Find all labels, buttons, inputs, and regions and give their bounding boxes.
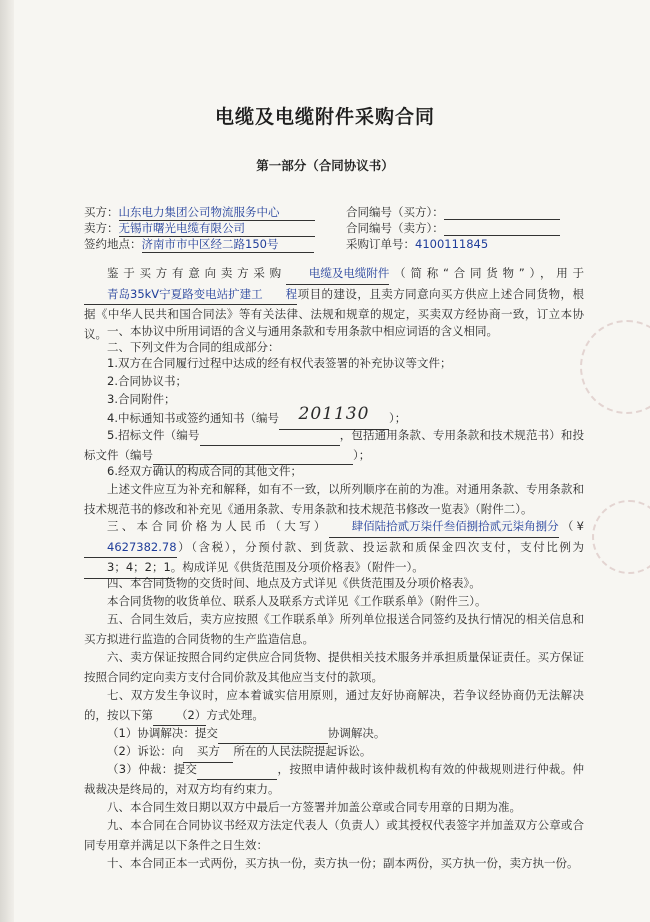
para-9: 上述文件应互为补充和解释，如有不一致，以所列顺序在前的为准。对通用条款、专用条款和技术规范书的修改和补充见《通用条款、专用条款和技术规范书修改一览表》（附件二）。 bbox=[84, 482, 584, 516]
dispute-choice: （2） bbox=[153, 706, 206, 727]
document-title: 电缆及电缆附件采购合同 bbox=[214, 106, 435, 128]
dispute-text-a: 七、双方发生争议时，应本着诚实信用原则，通过友好协商解决，若争议经协商仍无法解决的，按以下第 bbox=[84, 688, 584, 722]
binder-edge bbox=[0, 0, 14, 922]
litigation-party: 买方 bbox=[196, 744, 220, 758]
para-dispute bbox=[84, 686, 584, 726]
para-7-text-a: 5.招标文件（编号 bbox=[107, 428, 200, 442]
tender-number-blank bbox=[200, 433, 340, 446]
arbitration-blank bbox=[197, 767, 277, 780]
faded-seal bbox=[580, 320, 650, 414]
para-8: 6.经双方确认的构成合同的其他文件； bbox=[107, 464, 302, 478]
para-6-text-a: 4.中标通知书或签约通知书（编号 bbox=[107, 411, 279, 425]
contract-no-buyer-label: 合同编号（买方）： bbox=[346, 205, 444, 219]
litigation-text-a: （2）诉讼：向 bbox=[107, 744, 184, 758]
price-text-a: 三、本合同价格为人民币（大写） bbox=[107, 519, 329, 533]
para-effective-date: 八、本合同生效日期以双方中最后一方签署并加盖公章或合同专用章的日期为准。 bbox=[107, 800, 521, 814]
seller-row bbox=[84, 220, 315, 237]
arbitration-text-b: ，按照申请仲裁时该仲裁机构有效的仲裁规则进行仲裁。仲裁裁决是终局的，对双方均有约束力。 bbox=[84, 762, 584, 796]
litigation-text-b: 所在的人民法院提起诉讼。 bbox=[233, 744, 372, 758]
para-2: 二、下列文件为合同的组成部分： bbox=[107, 340, 280, 354]
para-effective-conditions: 九、本合同在合同协议书经双方法定代表人（负责人）或其授权代表签字并加盖双方公章或合同专用章并满足以下条件之日生效： bbox=[84, 818, 584, 852]
place-value: 济南市市中区经二路150号 bbox=[142, 236, 314, 253]
place-label: 签约地点： bbox=[84, 237, 142, 251]
para-3: 1.双方在合同履行过程中达成的经有权代表签署的补充协议等文件； bbox=[107, 356, 452, 370]
price-text-d: 。构成详见《供货范围及分项价格表》（附件一）。 bbox=[170, 560, 424, 574]
para-7-text-c: ）； bbox=[353, 447, 371, 462]
para-info: 五、合同生效后，卖方应按照《工作联系单》所列单位报送合同签约及执行情况的相关信息和买方拟进行监造的合同货物的生产监造信息。 bbox=[84, 612, 584, 646]
recital-text-c: 项目的建设，且卖方同意向买方供应上述合同货物，根据《中华人民共和国合同法》等有关法律、法规和规章的规定，买卖双方经协商一致，订立本协议。 bbox=[84, 286, 584, 341]
buyer-label: 买方： bbox=[84, 205, 119, 219]
contract-no-buyer-row bbox=[346, 204, 560, 220]
mediation-text-a: （1）协调解决：提交 bbox=[107, 726, 218, 740]
handwritten-notice-number: 201130 bbox=[298, 404, 370, 424]
para-arbitration bbox=[84, 760, 584, 799]
seller-value: 无锡市曙光电缆有限公司 bbox=[119, 220, 315, 237]
po-row bbox=[346, 236, 488, 252]
recital-text-a: 鉴于买方有意向卖方采购 bbox=[107, 266, 286, 280]
recital-project: 青岛35kV宁夏路变电站扩建工 bbox=[84, 285, 263, 306]
recital-project-cont: 程 bbox=[263, 285, 298, 306]
para-7-text-b: ，包括通用条款、专用条款和技术规范书）和投标文件（编号 bbox=[84, 428, 584, 462]
para-price bbox=[84, 517, 584, 579]
price-text-c: ）（含税），分预付款、到货款、投运款和质保金四次支付，支付比例为 bbox=[176, 539, 584, 554]
buyer-row bbox=[84, 204, 315, 221]
mediation-text-b: 协调解决。 bbox=[327, 726, 386, 740]
para-1: 一、本协议中所用词语的含义与通用条款和专用条款中相应词语的含义相同。 bbox=[107, 324, 498, 338]
payment-ratio: 3；4；2；1 bbox=[84, 558, 171, 579]
price-text-b: （¥ bbox=[558, 519, 584, 533]
contract-no-seller-row bbox=[346, 220, 560, 236]
para-5: 3.合同附件； bbox=[107, 392, 176, 406]
contract-no-seller-label: 合同编号（卖方）： bbox=[346, 221, 444, 235]
para-receiver: 本合同货物的收货单位、联系人及联系方式详见《工作联系单》（附件三）。 bbox=[107, 594, 487, 608]
place-row bbox=[84, 236, 314, 253]
price-amount-words: 肆佰陆拾贰万柒仟叁佰捌拾贰元柒角捌分 bbox=[329, 517, 559, 538]
recital-goods: 电缆及电缆附件 bbox=[286, 264, 390, 285]
arbitration-text-a: （3）仲裁：提交 bbox=[107, 762, 198, 776]
contract-no-buyer-blank bbox=[444, 207, 560, 220]
para-4: 2.合同协议书； bbox=[107, 374, 187, 388]
po-label: 采购订单号： bbox=[346, 237, 415, 251]
seller-label: 卖方： bbox=[84, 221, 119, 235]
para-copies: 十、本合同正本一式两份，买方执一份，卖方执一份；副本两份，买方执一份，卖方执一份。 bbox=[107, 856, 579, 870]
faded-seal-lower bbox=[592, 500, 650, 574]
po-value: 4100111845 bbox=[415, 237, 489, 251]
para-6-text-b: ）； bbox=[388, 411, 407, 425]
recital-text-b: （简称“合同货物”），用于 bbox=[389, 266, 584, 280]
document-subtitle: 第一部分（合同协议书） bbox=[256, 158, 394, 173]
para-delivery: 四、本合同货物的交货时间、地点及方式详见《供货范围及分项价格表》。 bbox=[107, 576, 481, 590]
contract-no-seller-blank bbox=[444, 223, 560, 236]
para-mediation bbox=[84, 724, 584, 744]
buyer-value: 山东电力集团公司物流服务中心 bbox=[119, 204, 315, 221]
para-7 bbox=[84, 426, 584, 465]
price-amount-number: 4627382.78 bbox=[84, 538, 177, 559]
dispute-text-b: 方式处理。 bbox=[206, 707, 264, 722]
para-guarantee: 六、卖方保证按照合同约定供应合同货物、提供相关技术服务并承担质量保证责任。买方保证按照合同约定向卖方支付合同价款及其他应当支付的款项。 bbox=[84, 650, 584, 684]
